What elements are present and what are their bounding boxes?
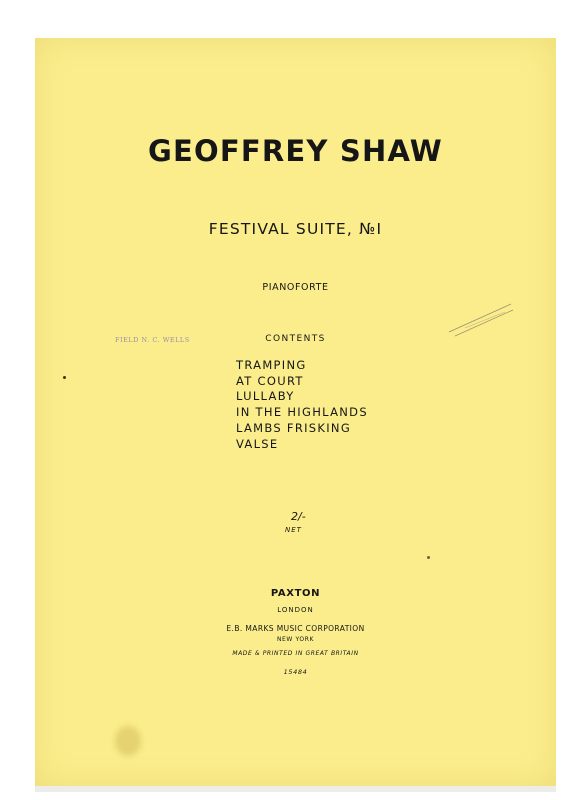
composer-name: GEOFFREY SHAW (147, 134, 443, 168)
work-title: FESTIVAL SUITE, №I (208, 220, 383, 238)
dirt-spot (63, 376, 66, 379)
instrument-label: PIANOFORTE (262, 282, 329, 293)
contents-item: IN THE HIGHLANDS (236, 405, 368, 420)
stain (115, 726, 141, 756)
pencil-mark (445, 298, 515, 338)
contents-heading: CONTENTS (265, 334, 326, 344)
contents-item: VALSE (236, 436, 279, 451)
plate-number: 15484 (283, 668, 308, 676)
made-in-note: MADE & PRINTED IN GREAT BRITAIN (232, 650, 359, 657)
cover-page (35, 38, 556, 786)
publisher-name: PAXTON (270, 588, 321, 599)
corporation-city: NEW YORK (276, 636, 315, 643)
page-bottom-edge (35, 786, 556, 792)
contents-item: LULLABY (236, 389, 295, 404)
contents-item: TRAMPING (236, 358, 307, 372)
contents-item: AT COURT (236, 373, 304, 388)
price-amount: 2/- (291, 510, 306, 523)
price-unit: NET (285, 526, 302, 534)
dirt-spot (427, 556, 430, 559)
publisher-city: LONDON (277, 606, 314, 614)
corporation-name: E.B. MARKS MUSIC CORPORATION (226, 624, 365, 633)
owner-stamp: FIELD N. C. WELLS (115, 336, 190, 344)
contents-list (236, 358, 368, 452)
contents-item: LAMBS FRISKING (236, 420, 352, 435)
